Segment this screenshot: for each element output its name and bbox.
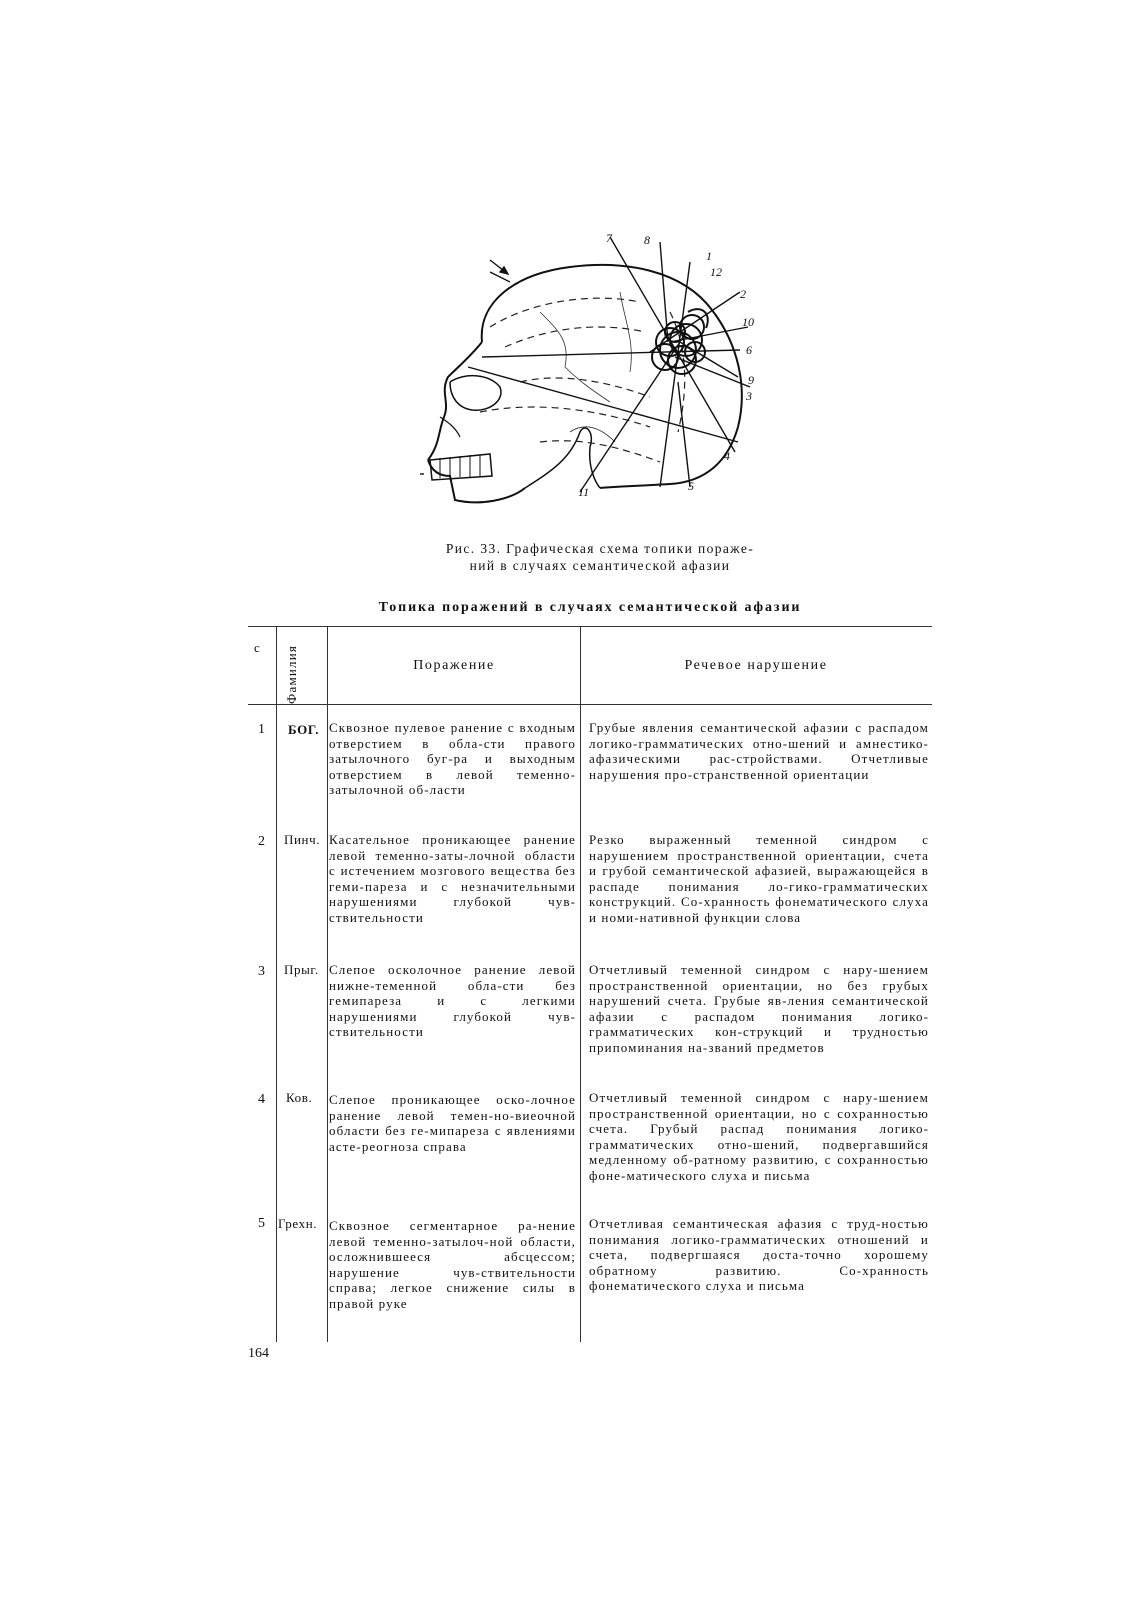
row-lesion: Слепое осколочное ранение левой нижне-теменной обла-сти без гемипареза и с легкими нарушениями глубокой чув-ствительности xyxy=(329,962,576,1040)
row-lesion: Слепое проникающее оско-лочное ранение левой темен-но-виеочной области без ге-мипареза с явлениями асте-реогноза справа xyxy=(329,1092,576,1154)
page-number: 164 xyxy=(248,1346,269,1361)
row-surname: Грехн. xyxy=(278,1216,318,1231)
row-speech: Отчетливая семантическая афазия с труд-ностью понимания логико-грамматических отношений и счета, подвергшаяся доста-точно хорошему обратному развитию. Со-хранность фонематического слуха и письма xyxy=(589,1216,929,1294)
row-speech: Отчетливый теменной синдром с нару-шением пространственной ориентации, но без грубых нарушений счета. Грубые яв-ления семантической афазии с распадом понимания логико-грамматических кон-струкций и трудностью припоминания на-званий предметов xyxy=(589,962,929,1055)
figure-label: 3 xyxy=(746,389,752,403)
figure-label: 6 xyxy=(746,343,752,357)
row-number: 2 xyxy=(257,834,267,849)
skull-topography-figure xyxy=(420,232,772,534)
caption-line: Рис. 33. Графическая схема топики пораже- xyxy=(445,541,755,556)
figure-caption xyxy=(380,540,820,574)
row-speech: Отчетливый теменной синдром с нару-шением пространственной ориентации, но с сохранностью счета. Грубый распад понимания логико-грамматических отно-шений, подвергавшийся медленному об-ратному развитию, с сохранностью фоне-матического слуха и письма xyxy=(589,1090,929,1183)
table-header-rule xyxy=(248,704,932,705)
header-surname: Фамилия xyxy=(284,644,299,704)
figure-label: 9 xyxy=(748,373,754,387)
row-number: 3 xyxy=(257,964,267,979)
row-lesion: Сквозное сегментарное ра-нение левой теменно-затылоч-ной области, осложнившееся абсцессом; нарушение чув-ствительности справа; легкое снижение силы в правой руке xyxy=(329,1218,576,1311)
row-number: 1 xyxy=(257,722,267,737)
header-speech-disorder: Речевое нарушение xyxy=(684,658,828,673)
figure-label: 2 xyxy=(740,287,746,301)
figure-label: 5 xyxy=(688,479,694,493)
table-title: Топика поражений в случаях семантической афазии xyxy=(378,600,802,615)
figure-label: 1 xyxy=(706,249,712,263)
figure-label: 11 xyxy=(578,485,590,499)
column-divider xyxy=(276,626,277,1342)
row-surname: Ков. xyxy=(286,1090,313,1105)
column-divider xyxy=(327,626,328,1342)
row-surname: Пинч. xyxy=(284,832,321,847)
row-lesion: Сквозное пулевое ранение с входным отверстием в обла-сти правого затылочного буг-ра и выходным отверстием в левой теменно-затылочной об-ласти xyxy=(329,720,576,798)
figure-label: 7 xyxy=(606,232,612,245)
row-speech: Резко выраженный теменной синдром с нарушением пространственной ориентации, счета и грубой семантической афазией, выражающейся в распаде понимания ло-гико-грамматических конструкций. Со-хранность фонематического слуха и номи-нативной функции слова xyxy=(589,832,929,925)
header-lesion: Поражение xyxy=(413,658,495,673)
row-number: 5 xyxy=(257,1216,267,1231)
row-surname: Прыг. xyxy=(284,962,319,977)
figure-label: 12 xyxy=(710,265,722,279)
row-lesion: Касательное проникающее ранение левой теменно-заты-лочной области с истечением мозгового вещества без геми-пареза и с незначительными нарушениями глубокой чув-ствительности xyxy=(329,832,576,925)
row-number: 4 xyxy=(257,1092,267,1107)
table-top-rule xyxy=(248,626,932,627)
figure-label: 8 xyxy=(644,233,650,247)
row-speech: Грубые явления семантической афазии с распадом логико-грамматических отно-шений и амнестико-афазическими рас-стройствами. Отчетливые нарушения про-странственной ориентации xyxy=(589,720,929,782)
row-surname: БОГ. xyxy=(288,722,320,737)
column-divider xyxy=(580,626,581,1342)
figure-label: 4 xyxy=(724,449,730,463)
lesion-table xyxy=(248,626,932,1342)
figure-label: 10 xyxy=(742,315,754,329)
header-number: с xyxy=(254,640,260,655)
caption-line: ний в случаях семантической афазии xyxy=(469,558,731,573)
skull-diagram xyxy=(420,232,772,534)
